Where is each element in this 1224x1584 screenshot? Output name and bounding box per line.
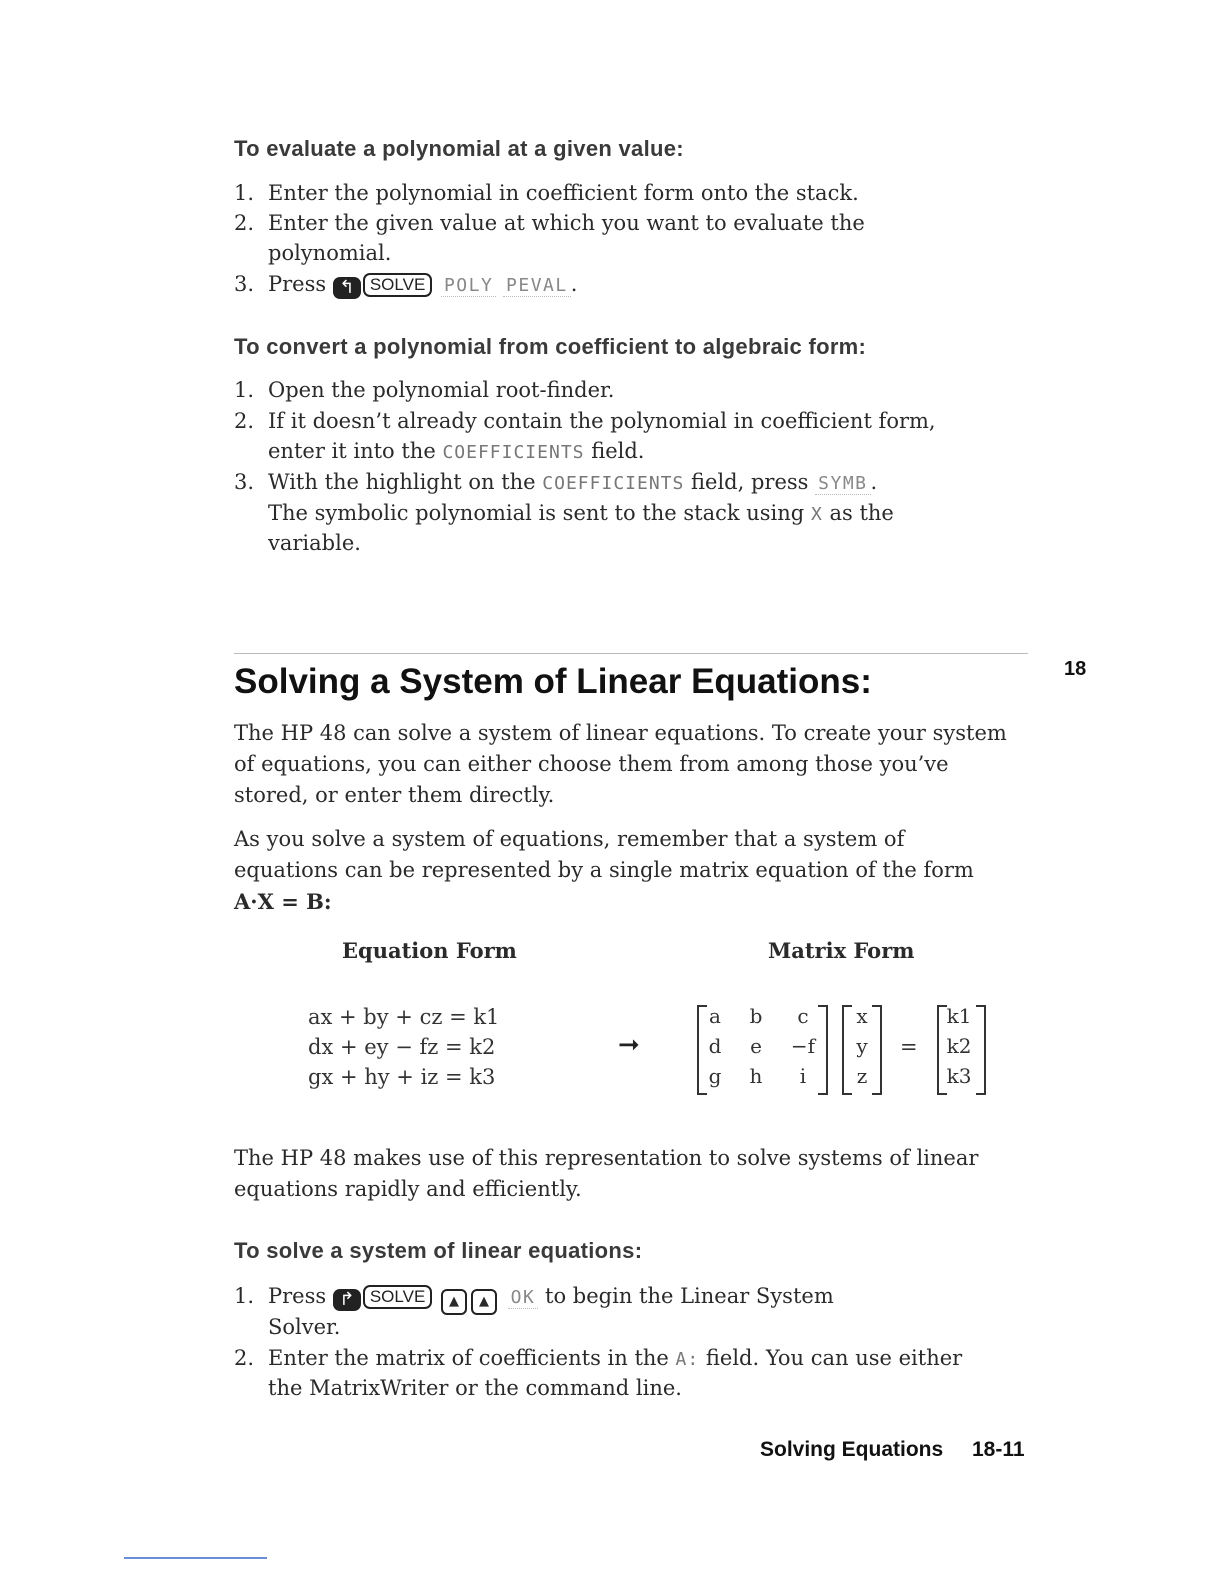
page-title: Solving a System of Linear Equations: xyxy=(234,662,872,701)
step-text: With the highlight on the xyxy=(268,470,536,494)
matrix-a-cell: c xyxy=(797,1004,809,1028)
solve-key: SOLVE xyxy=(363,1285,432,1309)
intro-paragraph: The HP 48 can solve a system of linear equations. To create your system of equations, you can either choose them from among those you’ve stored, or enter them directly. xyxy=(234,721,1007,807)
vector-k-right-bracket xyxy=(976,1005,986,1095)
step-number: 2. xyxy=(234,409,255,433)
convert-step-2 xyxy=(234,406,936,436)
up-arrow-key-icon: ▲ xyxy=(441,1289,467,1315)
equation-1: ax + by + cz = k1 xyxy=(308,1005,500,1029)
step-text: Open the polynomial root-finder. xyxy=(268,378,615,402)
step-text: Enter the given value at which you want to evaluate the xyxy=(268,211,865,235)
step-number: 1. xyxy=(234,181,255,205)
equation-3: gx + hy + iz = k3 xyxy=(308,1065,496,1089)
step-text: field, press xyxy=(691,470,809,494)
variable-x: X xyxy=(810,504,823,525)
matrix-form-heading: Matrix Form xyxy=(768,938,915,963)
bottom-scan-line xyxy=(124,1557,267,1559)
evaluate-step-3: 3. Press ↰ SOLVE POLY PEVAL . xyxy=(234,269,577,301)
step-number: 1. xyxy=(234,1284,255,1308)
convert-step-3-cont xyxy=(234,498,894,530)
step-text: The symbolic polynomial is sent to the stack using xyxy=(268,501,805,525)
vector-k-cell: k1 xyxy=(946,1004,972,1028)
right-arrow-icon: ➞ xyxy=(618,1030,640,1060)
step-text: field. You can use either xyxy=(705,1346,963,1370)
matrix-a-cell: i xyxy=(799,1064,807,1088)
equation-form-heading: Equation Form xyxy=(342,938,517,963)
vector-x-cell: x xyxy=(856,1004,868,1028)
matrix-paragraph xyxy=(234,824,1014,918)
step-number: 1. xyxy=(234,378,255,402)
symb-softkey: SYMB xyxy=(815,473,870,495)
step-text: enter it into the xyxy=(268,439,436,463)
matrix-a-cell: e xyxy=(750,1034,762,1058)
up-arrow-key-icon: ▲ xyxy=(471,1289,497,1315)
right-shift-key-icon: ↱ xyxy=(333,1289,361,1311)
step-text: Press xyxy=(268,272,327,296)
step-text: to begin the Linear System xyxy=(545,1284,834,1308)
solve-step-1-cont: Solver. xyxy=(268,1315,341,1339)
matrix-a-cell: d xyxy=(708,1034,722,1058)
matrix-a-cell: h xyxy=(749,1064,763,1088)
left-shift-key-icon: ↰ xyxy=(333,277,361,299)
solve-step-2 xyxy=(234,1343,962,1375)
step-number: 3. xyxy=(234,272,255,296)
step-text: field. xyxy=(591,439,645,463)
footer-page-number: 18-11 xyxy=(972,1438,1025,1461)
section-heading-convert: To convert a polynomial from coefficient to algebraic form: xyxy=(234,334,867,359)
peval-softkey: PEVAL xyxy=(503,275,571,297)
matrix-a-cell: g xyxy=(708,1064,722,1088)
convert-step-3-cont2: variable. xyxy=(268,531,361,555)
chapter-tab: 18 xyxy=(1064,658,1087,680)
section-heading-solve-system: To solve a system of linear equations: xyxy=(234,1238,643,1263)
step-text: as the xyxy=(829,501,894,525)
ok-softkey: OK xyxy=(508,1287,539,1309)
footer-section-name: Solving Equations xyxy=(760,1438,944,1461)
solve-key: SOLVE xyxy=(363,273,432,297)
section-heading-evaluate: To evaluate a polynomial at a given value: xyxy=(234,136,684,161)
vector-k-cell: k2 xyxy=(946,1034,972,1058)
step-text: Press xyxy=(268,1284,327,1308)
matrix-a-right-bracket xyxy=(818,1005,828,1095)
paragraph-text: As you solve a system of equations, remember that a system of equations can be represented by a single matrix equation of the form xyxy=(234,827,974,882)
vector-k-cell: k3 xyxy=(946,1064,972,1088)
section-divider xyxy=(234,653,1028,654)
efficiency-paragraph: The HP 48 makes use of this representation to solve systems of linear equations rapidly and efficiently. xyxy=(234,1146,979,1201)
solve-step-1 xyxy=(234,1281,834,1315)
step-number: 2. xyxy=(234,211,255,235)
a-field-label: A: xyxy=(675,1349,700,1370)
equation-2: dx + ey − fz = k2 xyxy=(308,1035,496,1059)
convert-step-1 xyxy=(234,375,614,405)
matrix-a-cell: −f xyxy=(790,1034,816,1058)
solve-step-2-cont: the MatrixWriter or the command line. xyxy=(268,1376,682,1400)
matrix-equals-sign: = xyxy=(900,1035,918,1059)
evaluate-step-1 xyxy=(234,178,859,208)
evaluate-step-2 xyxy=(234,208,865,238)
step-number: 2. xyxy=(234,1346,255,1370)
matrix-formula: A·X = B: xyxy=(234,889,332,914)
step-text: Enter the matrix of coefficients in the xyxy=(268,1346,669,1370)
matrix-a-cell: b xyxy=(749,1004,763,1028)
convert-step-2-cont xyxy=(234,436,644,468)
coefficients-field-label: COEFFICIENTS xyxy=(542,473,685,494)
vector-x-cell: y xyxy=(856,1034,868,1058)
vector-x-cell: z xyxy=(856,1064,868,1088)
coefficients-field-label: COEFFICIENTS xyxy=(442,442,585,463)
step-text: If it doesn’t already contain the polynomial in coefficient form, xyxy=(268,409,936,433)
step-text: Enter the polynomial in coefficient form onto the stack. xyxy=(268,181,859,205)
poly-softkey: POLY xyxy=(441,275,496,297)
matrix-a-cell: a xyxy=(709,1004,721,1028)
step-number: 3. xyxy=(234,470,255,494)
evaluate-step-2-cont: polynomial. xyxy=(268,241,392,265)
convert-step-3: 3. With the highlight on the COEFFICIENTS field, press SYMB . xyxy=(234,467,877,499)
